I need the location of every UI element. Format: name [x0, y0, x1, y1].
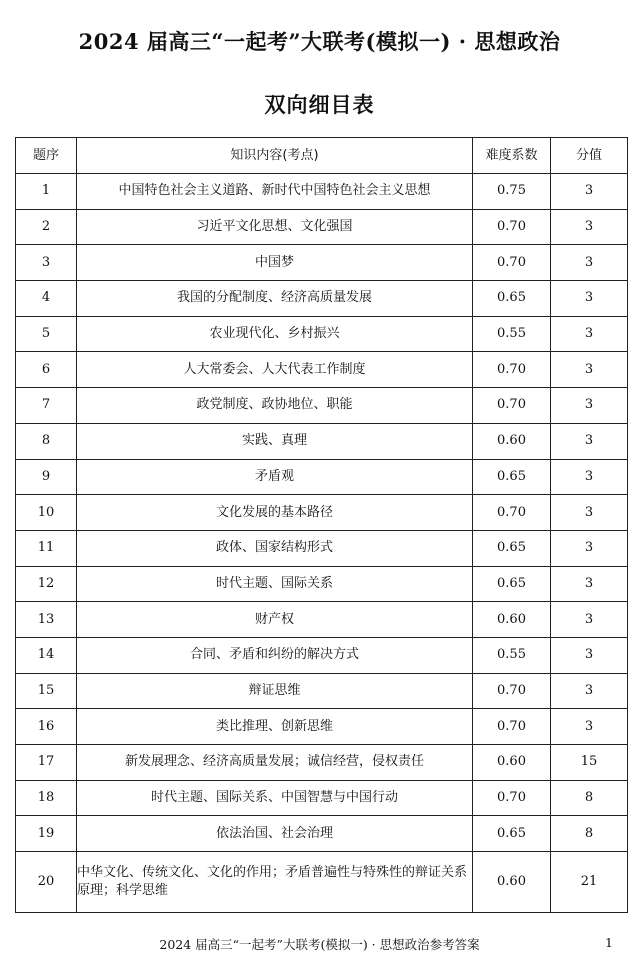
difficulty-cell: 0.70 [473, 780, 551, 816]
topic-cell: 合同、矛盾和纠纷的解决方式 [77, 637, 473, 673]
question-no-cell: 2 [16, 209, 77, 245]
topic-cell: 时代主题、国际关系 [77, 566, 473, 602]
document-title: 2024 届高三“一起考”大联考(模拟一) · 思想政治 [78, 29, 561, 54]
difficulty-cell: 0.70 [473, 495, 551, 531]
difficulty-cell: 0.60 [473, 745, 551, 781]
score-cell: 3 [551, 566, 628, 602]
question-no-cell: 17 [16, 745, 77, 781]
page-number: 1 [605, 935, 613, 950]
difficulty-cell: 0.70 [473, 709, 551, 745]
header-score: 分值 [551, 138, 628, 174]
score-cell: 21 [551, 852, 628, 913]
question-no-cell: 9 [16, 459, 77, 495]
question-no-cell: 6 [16, 352, 77, 388]
question-no-cell: 16 [16, 709, 77, 745]
score-cell: 3 [551, 245, 628, 281]
table-row [16, 709, 628, 745]
question-no-cell: 10 [16, 495, 77, 531]
question-no-cell: 20 [16, 852, 77, 913]
question-no-cell: 3 [16, 245, 77, 281]
score-cell: 8 [551, 816, 628, 852]
topic-cell: 新发展理念、经济高质量发展；诚信经营，侵权责任 [77, 745, 473, 781]
question-no-cell: 7 [16, 388, 77, 424]
question-no-cell: 12 [16, 566, 77, 602]
score-cell: 3 [551, 388, 628, 424]
topic-cell: 我国的分配制度、经济高质量发展 [77, 281, 473, 317]
table-row [16, 637, 628, 673]
score-cell: 3 [551, 174, 628, 210]
difficulty-cell: 0.75 [473, 174, 551, 210]
table-row [16, 816, 628, 852]
difficulty-cell: 0.70 [473, 245, 551, 281]
topic-cell: 政党制度、政协地位、职能 [77, 388, 473, 424]
header-question-no: 题序 [16, 138, 77, 174]
topic-cell: 类比推理、创新思维 [77, 709, 473, 745]
question-no-cell: 13 [16, 602, 77, 638]
score-cell: 3 [551, 709, 628, 745]
topic-cell: 辩证思维 [77, 673, 473, 709]
table-row [16, 745, 628, 781]
topic-cell: 财产权 [77, 602, 473, 638]
question-no-cell: 8 [16, 423, 77, 459]
topic-cell: 中国特色社会主义道路、新时代中国特色社会主义思想 [77, 174, 473, 210]
table-row [16, 388, 628, 424]
score-cell: 3 [551, 495, 628, 531]
score-cell: 3 [551, 602, 628, 638]
difficulty-cell: 0.70 [473, 352, 551, 388]
document-subtitle: 双向细目表 [264, 93, 375, 117]
question-no-cell: 15 [16, 673, 77, 709]
score-cell: 3 [551, 423, 628, 459]
topic-cell: 农业现代化、乡村振兴 [77, 316, 473, 352]
table-row [16, 602, 628, 638]
table-row [16, 495, 628, 531]
topic-cell: 文化发展的基本路径 [77, 495, 473, 531]
table-row [16, 281, 628, 317]
score-cell: 3 [551, 673, 628, 709]
score-cell: 3 [551, 281, 628, 317]
topic-cell: 矛盾观 [77, 459, 473, 495]
question-no-cell: 1 [16, 174, 77, 210]
score-cell: 3 [551, 637, 628, 673]
question-no-cell: 19 [16, 816, 77, 852]
difficulty-cell: 0.55 [473, 316, 551, 352]
difficulty-cell: 0.70 [473, 209, 551, 245]
difficulty-cell: 0.65 [473, 459, 551, 495]
difficulty-cell: 0.70 [473, 388, 551, 424]
question-no-cell: 14 [16, 637, 77, 673]
score-cell: 3 [551, 316, 628, 352]
score-cell: 3 [551, 459, 628, 495]
difficulty-cell: 0.65 [473, 530, 551, 566]
page-footer: 2024 届高三“一起考”大联考(模拟一) · 思想政治参考答案 [159, 937, 480, 952]
difficulty-cell: 0.60 [473, 602, 551, 638]
table-row [16, 780, 628, 816]
question-no-cell: 18 [16, 780, 77, 816]
table-row [16, 530, 628, 566]
score-cell: 8 [551, 780, 628, 816]
difficulty-cell: 0.65 [473, 566, 551, 602]
table-row [16, 245, 628, 281]
difficulty-cell: 0.65 [473, 816, 551, 852]
topic-cell: 依法治国、社会治理 [77, 816, 473, 852]
difficulty-cell: 0.60 [473, 852, 551, 913]
difficulty-cell: 0.65 [473, 281, 551, 317]
topic-cell: 时代主题、国际关系、中国智慧与中国行动 [77, 780, 473, 816]
topic-cell: 政体、国家结构形式 [77, 530, 473, 566]
topic-cell: 实践、真理 [77, 423, 473, 459]
score-cell: 3 [551, 209, 628, 245]
table-row [16, 566, 628, 602]
topic-cell: 中国梦 [77, 245, 473, 281]
topic-cell: 中华文化、传统文化、文化的作用；矛盾普遍性与特殊性的辩证关系原理；科学思维 [77, 852, 473, 913]
question-no-cell: 5 [16, 316, 77, 352]
table-row [16, 174, 628, 210]
question-no-cell: 11 [16, 530, 77, 566]
table-row [16, 673, 628, 709]
score-cell: 3 [551, 530, 628, 566]
table-row [16, 459, 628, 495]
score-cell: 15 [551, 745, 628, 781]
topic-cell: 人大常委会、人大代表工作制度 [77, 352, 473, 388]
table-row [16, 852, 628, 913]
table-row [16, 352, 628, 388]
difficulty-cell: 0.70 [473, 673, 551, 709]
table-row [16, 423, 628, 459]
header-difficulty: 难度系数 [473, 138, 551, 174]
difficulty-cell: 0.60 [473, 423, 551, 459]
header-knowledge-content: 知识内容(考点) [77, 138, 473, 174]
table-header-row [16, 138, 628, 174]
difficulty-cell: 0.55 [473, 637, 551, 673]
question-no-cell: 4 [16, 281, 77, 317]
detail-table [15, 137, 628, 913]
score-cell: 3 [551, 352, 628, 388]
table-row [16, 209, 628, 245]
table-row [16, 316, 628, 352]
topic-cell: 习近平文化思想、文化强国 [77, 209, 473, 245]
